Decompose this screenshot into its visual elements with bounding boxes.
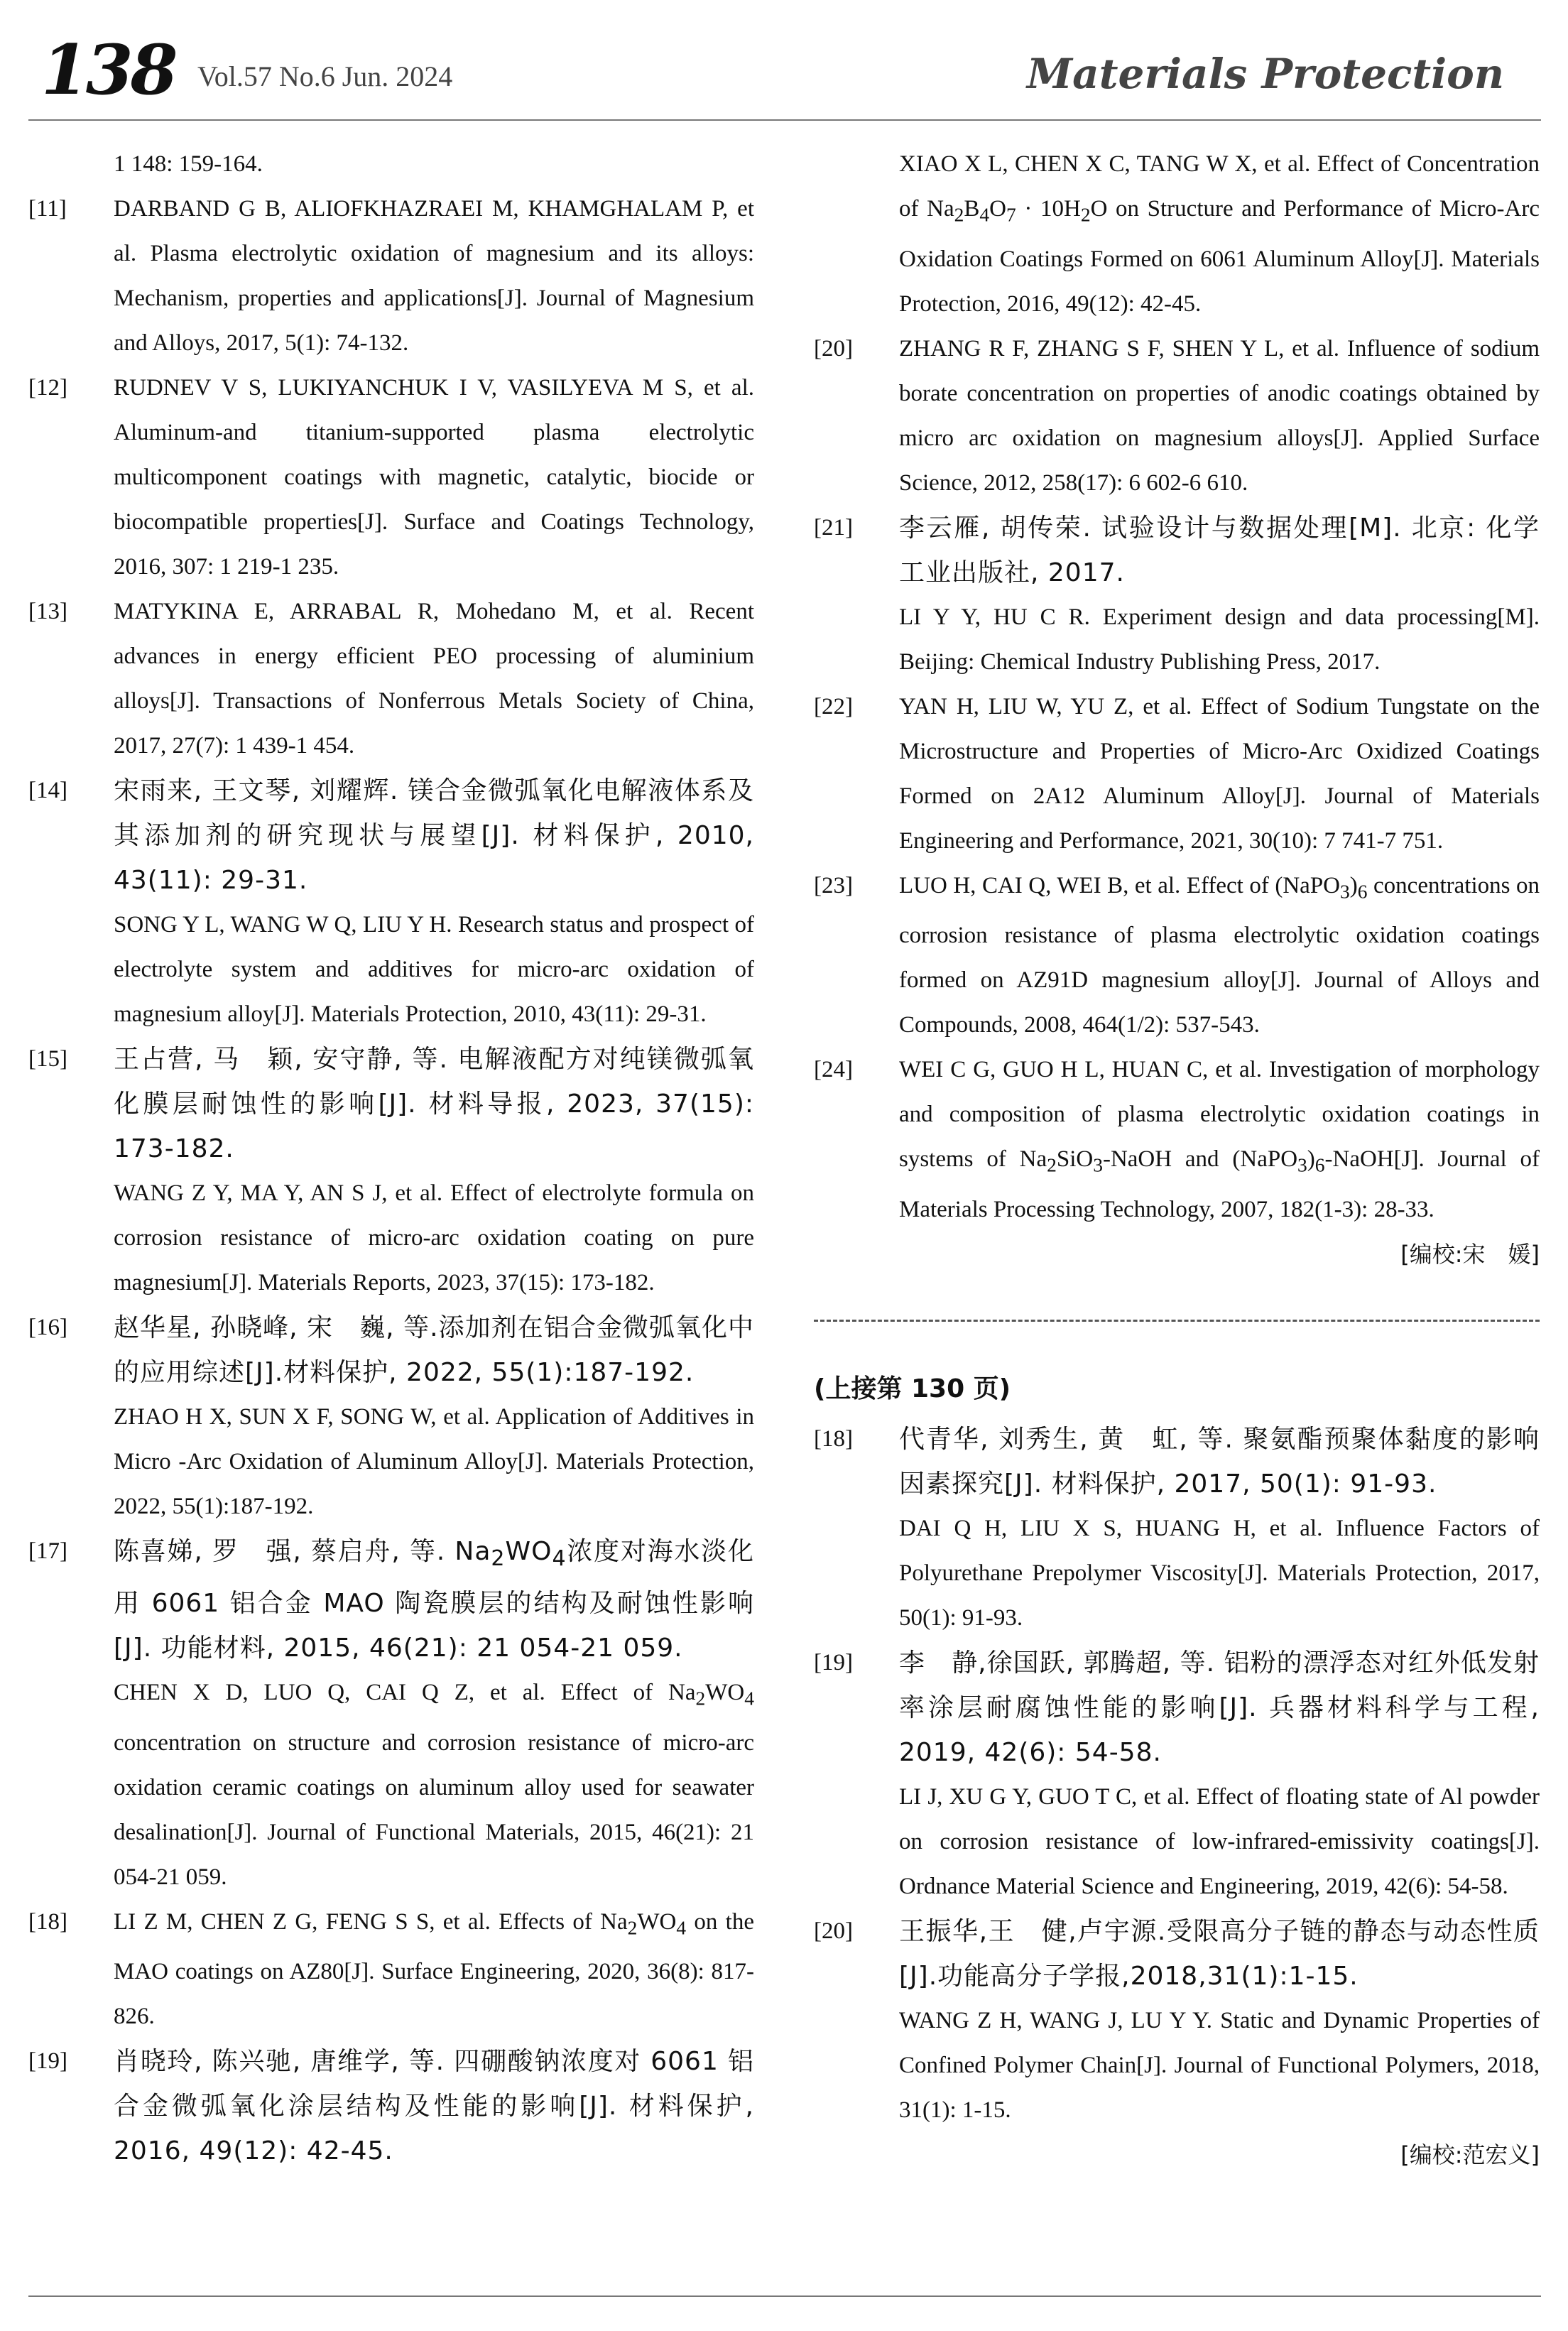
reference-16 <box>28 1305 754 1529</box>
reference-number: [20] <box>814 335 853 362</box>
continued-reference-18 <box>814 1417 1540 1641</box>
reference-number: [12] <box>28 375 67 401</box>
reference-text: LI Z M, CHEN Z G, FENG S S, et al. Effects of $Na_2WO_4$ on the MAO coatings on AZ80[J]. Surface Engineering, 2020, 36(8): 817-826. <box>114 1908 754 2030</box>
reference-text-chinese: 李云雁, 胡传荣. 试验设计与数据处理[M]. 北京: 化学工业出版社, 2017. <box>899 513 1540 587</box>
reference-text-chinese: 陈喜娣, 罗 强, 蔡启舟, 等. $Na_2WO_4$浓度对海水淡化用 6061 铝合金 MAO 陶瓷膜层的结构及耐蚀性影响[J]. 功能材料, 2015, 46(21): 21 054-21 059. <box>114 1537 754 1663</box>
reference-18 <box>28 1900 754 2040</box>
left-column <box>28 142 754 2173</box>
reference-text: RUDNEV V S, LUKIYANCHUK I V, VASILYEVA M S, et al. Aluminum-and titanium-supported plasma electrolytic multicomponent coatings with magnetic, catalytic, biocide or biocompatible properties[J]. Surface and Coatings Technology, 2016, 307: 1 219-1 235. <box>114 375 754 580</box>
continued-label: (上接第 130 页) <box>814 1374 1011 1403</box>
page-number: 138 <box>41 30 175 110</box>
reference-21 <box>814 506 1540 685</box>
continued-reference-20 <box>814 1909 1540 2178</box>
reference-text-chinese: 王振华,王 健,卢宇源.受限高分子链的静态与动态性质[J].功能高分子学报,2018,31(1):1-15. <box>899 1916 1540 1991</box>
reference-text-chinese: 肖晓玲, 陈兴驰, 唐维学, 等. 四硼酸钠浓度对 6061 铝合金微弧氧化涂层结构及性能的影响[J]. 材料保护, 2016, 49(12): 42-45. <box>114 2047 754 2166</box>
reference-text-english: LI Y Y, HU C R. Experiment design and data processing[M]. Beijing: Chemical Industry Publishing Press, 2017. <box>899 604 1540 675</box>
reference-number: [23] <box>814 872 853 898</box>
reference-11 <box>28 187 754 366</box>
reference-text-english: WANG Z Y, MA Y, AN S J, et al. Effect of electrolyte formula on corrosion resistance of micro-arc oxidation coating on pure magnesium[J]. Materials Reports, 2023, 37(15): 173-182. <box>114 1180 754 1295</box>
reference-number: [19] <box>814 1649 853 1675</box>
page-header <box>41 31 1504 109</box>
reference-12 <box>28 366 754 589</box>
reference-number: [24] <box>814 1057 853 1083</box>
reference-number: [20] <box>814 1918 853 1944</box>
header-rule <box>28 119 1541 121</box>
reference-text-english: LI J, XU G Y, GUO T C, et al. Effect of floating state of Al powder on corrosion resistance of low-infrared-emissivity coatings[J]. Ordnance Material Science and Engineering, 2019, 42(6): 54-58. <box>899 1783 1540 1899</box>
reference-text-chinese: 赵华星, 孙晓峰, 宋 巍, 等.添加剂在铝合金微弧氧化中的应用综述[J].材料保护, 2022, 55(1):187-192. <box>114 1313 754 1387</box>
reference-number: [17] <box>28 1538 67 1564</box>
reference-continuation: XIAO X L, CHEN X C, TANG W X, et al. Effect of Concentration of $Na_2B_4O_7 \cdot 10H_2O$ on Structure and Performance of Micro-Arc Oxidation Coatings Formed on 6061 Aluminum Alloy[J]. Materials Protection, 2016, 49(12): 42-45. <box>899 151 1540 317</box>
right-column <box>814 142 1540 2178</box>
reference-19 <box>28 2039 754 2173</box>
reference-number: [18] <box>814 1425 853 1452</box>
reference-number: [22] <box>814 693 853 719</box>
editor-credit: [编校:范宏义] <box>1400 2141 1540 2168</box>
journal-name: Materials Protection <box>1026 50 1504 98</box>
reference-text-chinese: 李 静,徐国跃, 郭腾超, 等. 铝粉的漂浮态对红外低发射率涂层耐腐蚀性能的影响[J]. 兵器材料科学与工程, 2019, 42(6): 54-58. <box>899 1648 1540 1767</box>
reference-13 <box>28 589 754 768</box>
reference-text: DARBAND G B, ALIOFKHAZRAEI M, KHAMGHALAM P, et al. Plasma electrolytic oxidation of magnesium and its alloys: Mechanism, properties and applications[J]. Journal of Magnesium and Alloys, 2017, 5(1): 74-132. <box>114 196 754 356</box>
reference-text-english: CHEN X D, LUO Q, CAI Q Z, et al. Effect of $Na_2WO_4$ concentration on structure and corrosion resistance of micro-arc oxidation ceramic coatings on aluminum alloy used for seawater desalination[J]. Journal of Functional Materials, 2015, 46(21): 21 054-21 059. <box>114 1680 754 1890</box>
reference-text-english: ZHAO H X, SUN X F, SONG W, et al. Application of Additives in Micro -Arc Oxidation of Aluminum Alloy[J]. Materials Protection, 2022, 55(1):187-192. <box>114 1404 754 1519</box>
reference-number: [11] <box>28 196 67 222</box>
continued-reference-19 <box>814 1641 1540 1909</box>
reference-number: [15] <box>28 1046 67 1072</box>
reference-number: [19] <box>28 2048 67 2075</box>
reference-text-chinese: 代青华, 刘秀生, 黄 虹, 等. 聚氨酯预聚体黏度的影响因素探究[J]. 材料保护, 2017, 50(1): 91-93. <box>899 1424 1540 1499</box>
reference-number: [18] <box>28 1908 67 1935</box>
reference-22 <box>814 685 1540 864</box>
reference-text-chinese: 宋雨来, 王文琴, 刘耀辉. 镁合金微弧氧化电解液体系及其添加剂的研究现状与展望[J]. 材料保护, 2010, 43(11): 29-31. <box>114 776 754 895</box>
reference-text: ZHANG R F, ZHANG S F, SHEN Y L, et al. Influence of sodium borate concentration on properties of anodic coatings obtained by micro arc oxidation on magnesium alloys[J]. Applied Surface Science, 2012, 258(17): 6 602-6 610. <box>899 335 1540 496</box>
reference-number: [13] <box>28 599 67 624</box>
reference-number: [14] <box>28 778 67 803</box>
reference-number: [16] <box>28 1315 67 1340</box>
reference-17 <box>28 1529 754 1900</box>
footer-rule <box>28 2295 1541 2297</box>
reference-text: MATYKINA E, ARRABAL R, Mohedano M, et al. Recent advances in energy efficient PEO processing of aluminium alloys[J]. Transactions of Nonferrous Metals Society of China, 2017, 27(7): 1 439-1 454. <box>114 599 754 759</box>
reference-text: YAN H, LIU W, YU Z, et al. Effect of Sodium Tungstate on the Microstructure and Properties of Micro-Arc Oxidized Coatings Formed on 2A12 Aluminum Alloy[J]. Journal of Materials Engineering and Performance, 2021, 30(10): 7 741-7 751. <box>899 693 1540 854</box>
section-divider <box>814 1320 1540 1322</box>
reference-14 <box>28 768 754 1037</box>
editor-credit: [编校:宋 媛] <box>1400 1240 1540 1268</box>
reference-text-english: DAI Q H, LIU X S, HUANG H, et al. Influence Factors of Polyurethane Prepolymer Viscosity[J]. Materials Protection, 2017, 50(1): 91-93. <box>899 1515 1540 1631</box>
reference-number: [21] <box>814 514 853 540</box>
reference-23 <box>814 864 1540 1048</box>
issue-info: Vol.57 No.6 Jun. 2024 <box>197 60 453 92</box>
reference-15 <box>28 1037 754 1305</box>
reference-text-english: WANG Z H, WANG J, LU Y Y. Static and Dynamic Properties of Confined Polymer Chain[J]. Journal of Functional Polymers, 2018, 31(1): 1-15. <box>899 2007 1540 2123</box>
reference-text-english: SONG Y L, WANG W Q, LIU Y H. Research status and prospect of electrolyte system and additives for micro-arc oxidation of magnesium alloy[J]. Materials Protection, 2010, 43(11): 29-31. <box>114 912 754 1027</box>
reference-text: LUO H, CAI Q, WEI B, et al. Effect of $(NaPO_3)_6$ concentrations on corrosion resistance of plasma electrolytic oxidation coatings formed on AZ91D magnesium alloy[J]. Journal of Alloys and Compounds, 2008, 464(1/2): 537-543. <box>899 872 1540 1038</box>
reference-text: WEI C G, GUO H L, HUAN C, et al. Investigation of morphology and composition of plasma electrolytic oxidation coatings in systems of $Na_2SiO_3$-NaOH and $(NaPO_3)_6-NaOH[J]$. Journal of Materials Processing Technology, 2007, 182(1-3): 28-33. <box>899 1057 1540 1222</box>
reference-text-chinese: 王占营, 马 颖, 安守静, 等. 电解液配方对纯镁微弧氧化膜层耐蚀性的影响[J]. 材料导报, 2023, 37(15): 173-182. <box>114 1045 754 1163</box>
reference-continuation: 1 148: 159-164. <box>114 151 263 177</box>
reference-20 <box>814 327 1540 506</box>
reference-24 <box>814 1048 1540 1277</box>
